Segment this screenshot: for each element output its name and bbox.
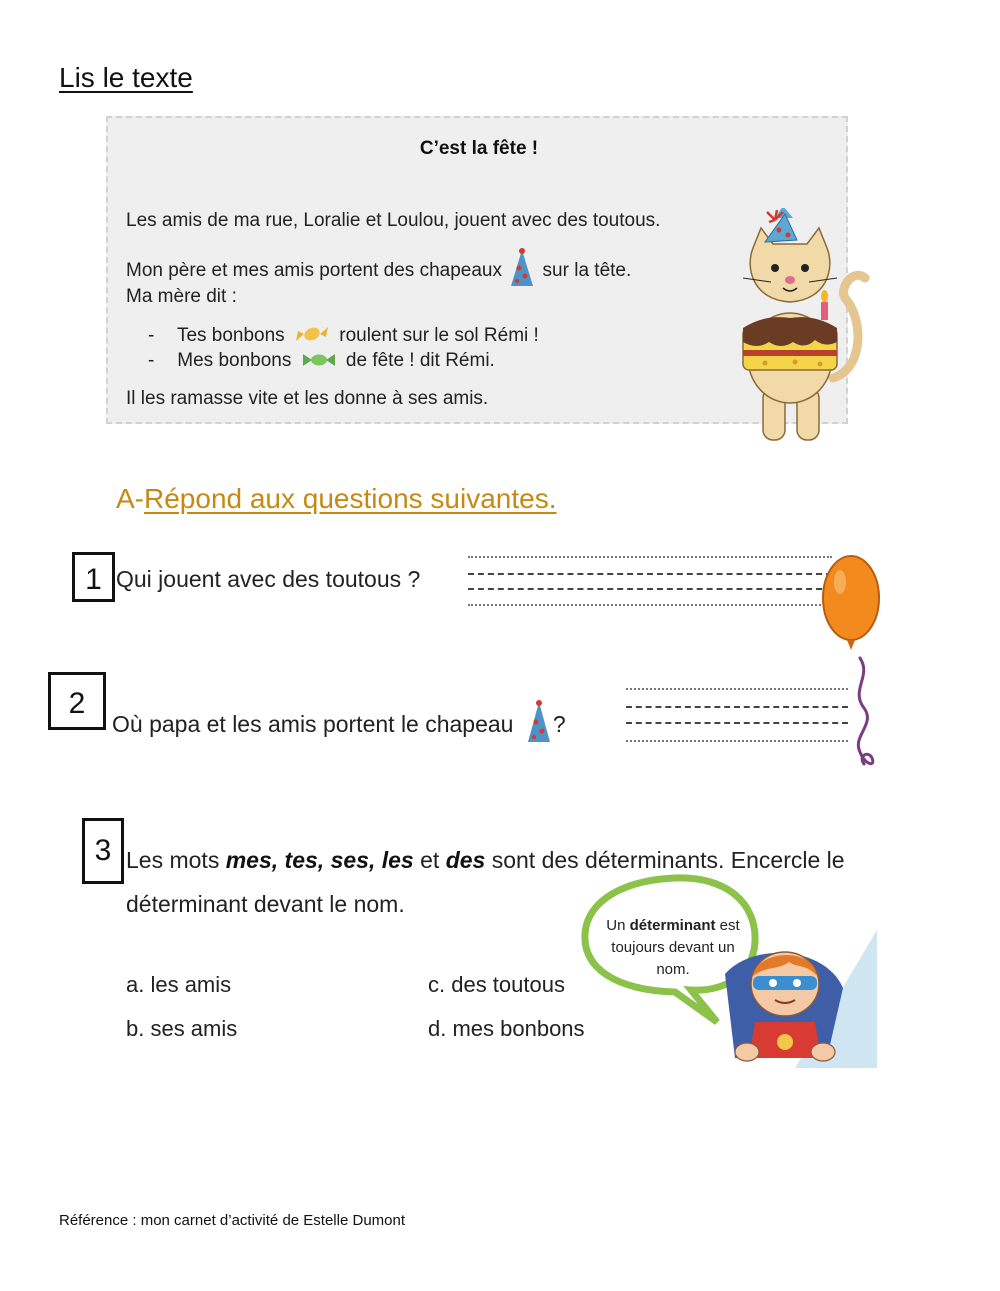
section-a-label: Répond aux questions suivantes. — [144, 483, 557, 514]
story-line-2-after: sur la tête. — [542, 260, 632, 281]
balloon-string-icon — [846, 656, 882, 780]
story-title: C’est la fête ! — [419, 138, 539, 159]
bubble-bold: déterminant — [629, 917, 716, 934]
choice-d[interactable]: d. mes bonbons — [428, 1016, 585, 1041]
question-2-label: Où papa et les amis portent le chapeau — [112, 711, 514, 737]
choice-a[interactable]: a. les amis — [126, 972, 232, 997]
balloon-icon — [818, 552, 882, 658]
question-3-number: 3 — [82, 818, 124, 884]
candy-icon — [294, 323, 330, 345]
question-1-number: 1 — [72, 552, 115, 602]
story-bullet-2-after: de fête ! dit Rémi. — [345, 350, 495, 371]
party-hat-icon — [509, 248, 535, 288]
bullet-dash: - — [148, 350, 155, 371]
page-heading: Lis le texte — [59, 62, 193, 93]
q3-word-ses: ses, — [330, 847, 376, 873]
cat-cake-illustration — [735, 208, 875, 448]
q3-word-les: les — [381, 847, 414, 873]
q3-word-mes: mes, — [225, 847, 279, 873]
question-2-number: 2 — [48, 672, 106, 730]
question-2-text — [112, 700, 566, 744]
q3-word-des: des — [445, 847, 486, 873]
q3-part-2: et — [413, 847, 446, 873]
story-bullet-2-before: Mes bonbons — [177, 350, 292, 371]
story-bullet-1-after: roulent sur le sol Rémi ! — [339, 325, 539, 346]
story-line-1: Les amis de ma rue, Loralie et Loulou, jouent avec des toutous. — [126, 210, 661, 231]
question-1-text: Qui jouent avec des toutous ? — [116, 566, 421, 592]
question-2-mark: ? — [552, 711, 566, 737]
choice-c[interactable]: c. des toutous — [428, 972, 565, 997]
q3-part-1: Les mots — [126, 847, 226, 873]
section-a-prefix: A- — [116, 483, 144, 514]
answer-lines-2[interactable] — [626, 688, 848, 742]
answer-lines-1[interactable] — [468, 556, 832, 606]
q3-word-tes: tes, — [284, 847, 325, 873]
story-bullet-1 — [148, 323, 539, 347]
story-line-3: Ma mère dit : — [126, 286, 237, 307]
party-hat-icon — [526, 700, 552, 744]
story-bullet-2 — [148, 350, 495, 372]
section-a-title — [116, 483, 557, 515]
speech-bubble-text — [598, 915, 748, 981]
story-bullet-1-before: Tes bonbons — [176, 325, 285, 346]
candy-icon — [301, 351, 337, 369]
bullet-dash: - — [148, 325, 155, 346]
reference-note: Référence : mon carnet d’activité de Estelle Dumont — [59, 1212, 406, 1229]
story-line-last: Il les ramasse vite et les donne à ses amis. — [126, 388, 489, 409]
story-line-2-before: Mon père et mes amis portent des chapeaux — [126, 260, 502, 281]
bubble-before: Un — [606, 917, 630, 934]
choice-b[interactable]: b. ses amis — [126, 1016, 238, 1041]
story-line-2 — [126, 248, 631, 288]
q3-part-3: sont des déterminants. Encercle le déterminant devant le nom. — [126, 847, 845, 917]
bubble-after: est toujours devant un nom. — [611, 917, 740, 978]
